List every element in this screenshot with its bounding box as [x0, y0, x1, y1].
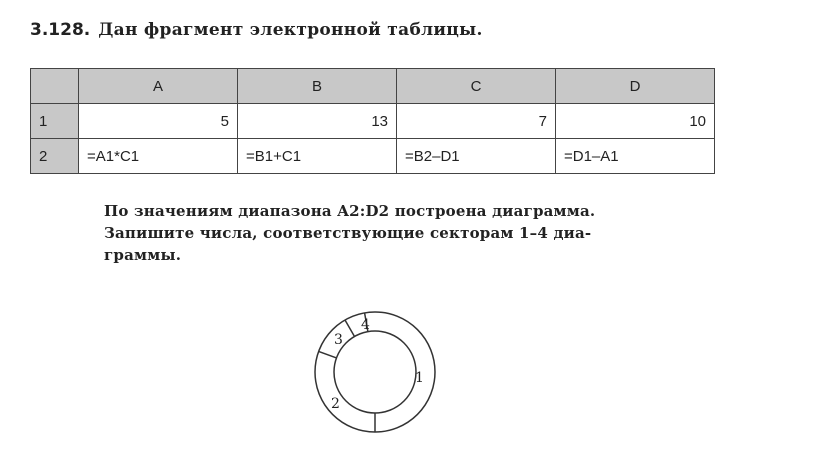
column-header-c: C [397, 69, 556, 104]
cell-d2: =D1–A1 [556, 139, 715, 174]
task-text [104, 200, 724, 266]
corner-cell [31, 69, 79, 104]
cell-c1: 7 [397, 104, 556, 139]
task-line: По значениям диапазона A2:D2 построена диаграмма. [104, 202, 596, 220]
column-header-row [31, 69, 715, 104]
cell-a2: =A1*C1 [79, 139, 238, 174]
cell-b2: =B1+C1 [238, 139, 397, 174]
inner-circle [334, 331, 416, 413]
table-row [31, 139, 715, 174]
spreadsheet-fragment [30, 68, 715, 174]
cell-a1: 5 [79, 104, 238, 139]
problem-title: Дан фрагмент электронной таблицы. [98, 20, 483, 40]
sector-divider-2 [319, 351, 337, 357]
cell-c2: =B2–D1 [397, 139, 556, 174]
task-line: граммы. [104, 246, 182, 264]
cell-d1: 10 [556, 104, 715, 139]
sector-label-3: 3 [334, 332, 343, 348]
sector-label-2: 2 [331, 396, 340, 412]
column-header-b: B [238, 69, 397, 104]
table-row [31, 104, 715, 139]
sector-divider-3 [345, 320, 355, 336]
task-line: Запишите числа, соответствующие секторам 1–4 диа- [104, 224, 592, 242]
cell-b1: 13 [238, 104, 397, 139]
ring-diagram [300, 306, 450, 436]
problem-heading [30, 20, 483, 40]
sector-label-1: 1 [415, 370, 424, 386]
column-header-d: D [556, 69, 715, 104]
row-header-2: 2 [31, 139, 79, 174]
sector-label-4: 4 [361, 317, 370, 333]
row-header-1: 1 [31, 104, 79, 139]
problem-number: 3.128. [30, 20, 91, 40]
column-header-a: A [79, 69, 238, 104]
